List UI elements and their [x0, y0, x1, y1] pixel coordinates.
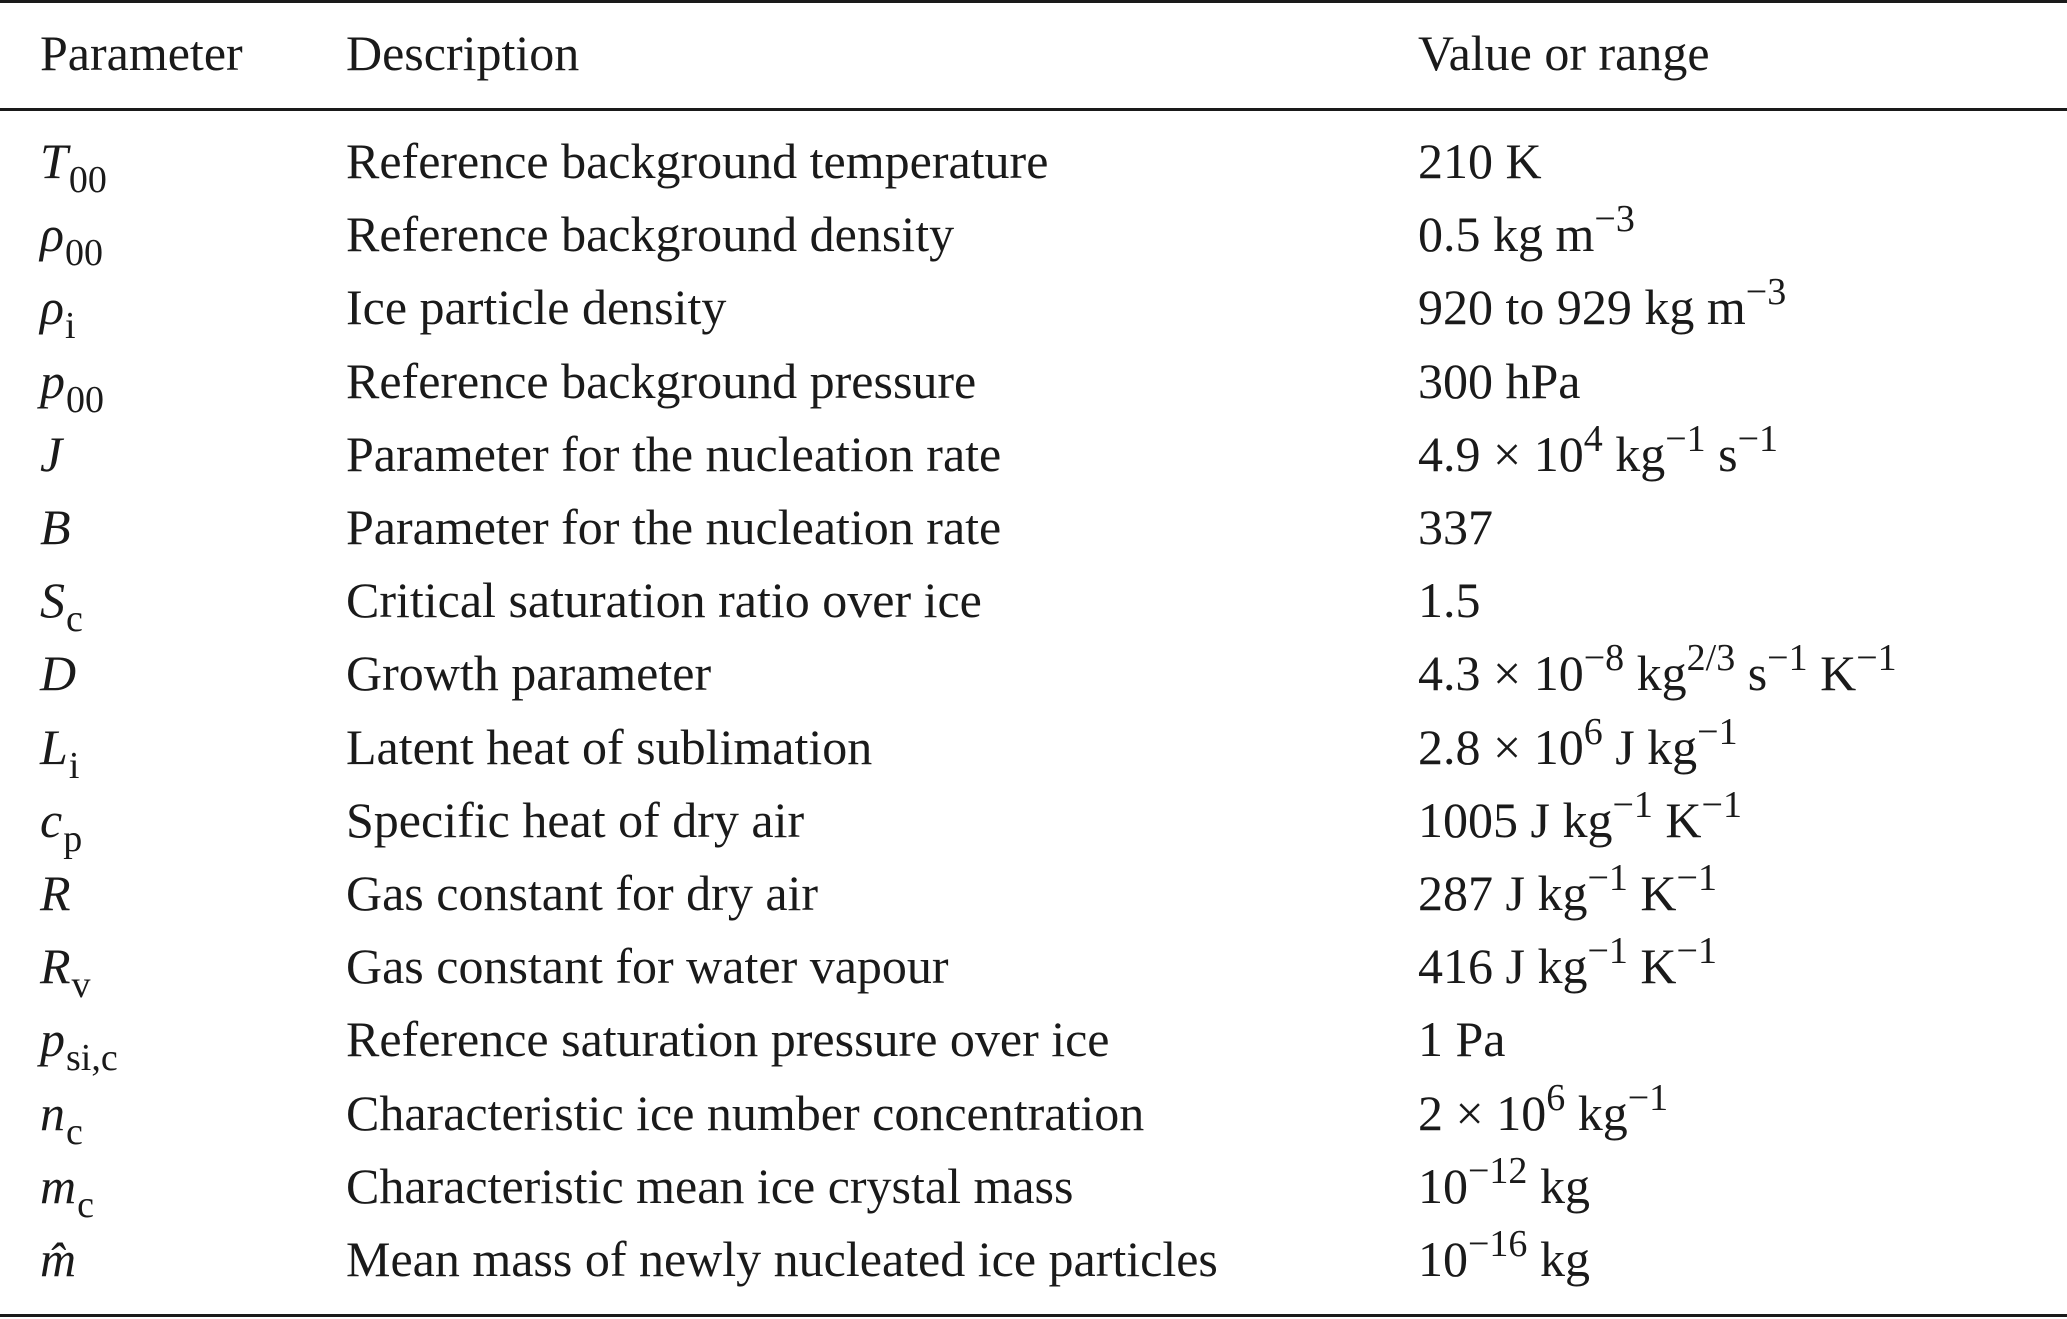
header-rule — [0, 108, 2067, 111]
header-description: Description — [346, 25, 580, 81]
parameter-subscript: c — [77, 1184, 94, 1226]
table-row-value — [1418, 1011, 1506, 1067]
value-text: 416 J kg — [1418, 938, 1588, 994]
parameter-symbol: J — [40, 426, 63, 482]
table-row-value — [1418, 930, 1717, 994]
table-row-description: Parameter for the nucleation rate — [346, 499, 1002, 555]
table-row-description: Gas constant for dry air — [346, 865, 819, 921]
table-row-parameter — [40, 279, 76, 347]
value-exponent: −1 — [1856, 637, 1897, 679]
value-exponent: 2/3 — [1686, 637, 1736, 679]
value-exponent: −1 — [1676, 857, 1717, 899]
value-exponent: −1 — [1665, 418, 1706, 460]
table-row-parameter — [40, 133, 107, 201]
value-text: kg — [1602, 426, 1666, 482]
table-row-parameter — [40, 426, 63, 482]
parameter-subscript: 00 — [66, 379, 104, 421]
table-row-value — [1418, 572, 1481, 628]
value-text: 10 — [1418, 1231, 1468, 1287]
table-row-description: Characteristic mean ice crystal mass — [346, 1158, 1074, 1214]
table-row-description: Reference background pressure — [346, 353, 977, 409]
table-row-value — [1418, 198, 1635, 262]
table-row-value — [1418, 711, 1738, 775]
value-exponent: 6 — [1546, 1077, 1566, 1119]
table-row-parameter — [40, 719, 80, 787]
value-text: kg — [1565, 1085, 1628, 1141]
table-row-parameter — [40, 499, 71, 555]
value-exponent: −1 — [1587, 857, 1628, 899]
table-row-description: Parameter for the nucleation rate — [346, 426, 1002, 482]
table-row-parameter — [40, 865, 71, 921]
parameter-symbol: S — [40, 572, 65, 628]
table-row-value — [1418, 1150, 1590, 1214]
parameter-symbol: L — [40, 719, 68, 775]
parameter-subscript: c — [66, 598, 83, 640]
value-text: K — [1627, 938, 1677, 994]
table-row-value — [1418, 271, 1787, 335]
parameter-subscript: c — [66, 1111, 83, 1153]
value-exponent: −1 — [1676, 930, 1717, 972]
parameter-symbol: R — [40, 865, 71, 921]
table-row-description: Growth parameter — [346, 645, 712, 701]
table-row-description: Mean mass of newly nucleated ice particles — [346, 1231, 1218, 1287]
value-text: 4.9 × 10 — [1418, 426, 1584, 482]
value-text: s — [1735, 645, 1768, 701]
value-text: 0.5 kg m — [1418, 206, 1595, 262]
value-text: 2.8 × 10 — [1418, 719, 1584, 775]
table-row-description: Ice particle density — [346, 279, 727, 335]
value-text: 287 J kg — [1418, 865, 1588, 921]
header-parameter: Parameter — [40, 25, 243, 81]
table-row-value — [1418, 133, 1542, 189]
table-row-parameter — [40, 1158, 94, 1226]
header-value: Value or range — [1418, 25, 1710, 81]
value-exponent: 6 — [1583, 711, 1603, 753]
parameter-symbol: R — [40, 938, 71, 994]
parameter-symbol: ρ — [40, 279, 64, 335]
table-row-description: Critical saturation ratio over ice — [346, 572, 982, 628]
value-exponent: −1 — [1701, 784, 1742, 826]
value-exponent: −1 — [1697, 711, 1738, 753]
parameter-symbol: m — [40, 1158, 77, 1214]
parameter-symbol: B — [40, 499, 71, 555]
value-exponent: −1 — [1627, 1077, 1669, 1119]
value-exponent: −1 — [1737, 418, 1779, 460]
table-row-value — [1418, 784, 1742, 848]
top-rule — [0, 0, 2067, 3]
table-row-value — [1418, 418, 1779, 482]
table-row-description: Gas constant for water vapour — [346, 938, 949, 994]
value-text: 10 — [1418, 1158, 1468, 1214]
table-row-description: Reference background density — [346, 206, 955, 262]
value-exponent: −1 — [1767, 637, 1808, 679]
value-text: 337 — [1418, 499, 1493, 555]
parameter-symbol: p — [40, 1011, 65, 1067]
parameter-symbol: ρ — [40, 206, 64, 262]
table-row-parameter — [40, 206, 103, 274]
value-exponent: −1 — [1612, 784, 1653, 826]
value-text: kg — [1527, 1231, 1590, 1287]
table-row-description: Specific heat of dry air — [346, 792, 805, 848]
table-row-value — [1418, 499, 1493, 555]
table-row-parameter — [40, 792, 83, 860]
value-exponent: 4 — [1583, 418, 1603, 460]
table-row-value — [1418, 637, 1897, 701]
parameter-subscript: 00 — [68, 159, 107, 201]
value-text: 920 to 929 kg m — [1418, 279, 1746, 335]
parameter-symbol: c — [40, 792, 63, 848]
table-row-description: Reference saturation pressure over ice — [346, 1011, 1110, 1067]
value-text: 1005 J kg — [1418, 792, 1613, 848]
table-row-parameter — [40, 645, 77, 701]
table-row-description: Reference background temperature — [346, 133, 1049, 189]
value-text: K — [1627, 865, 1677, 921]
parameter-symbol: n — [40, 1085, 65, 1141]
value-text: 2 × 10 — [1418, 1085, 1547, 1141]
value-exponent: −12 — [1468, 1150, 1528, 1192]
table-row-parameter — [40, 1085, 83, 1153]
value-text: 1.5 — [1418, 572, 1481, 628]
value-exponent: −1 — [1587, 930, 1628, 972]
value-exponent: −3 — [1594, 198, 1635, 240]
value-text: J kg — [1602, 719, 1698, 775]
value-text: K — [1652, 792, 1702, 848]
parameter-symbol: T — [40, 133, 68, 189]
parameter-symbol: p — [40, 353, 65, 409]
value-exponent: −16 — [1468, 1223, 1528, 1265]
table-row-parameter — [40, 1231, 77, 1287]
value-exponent: −3 — [1745, 271, 1787, 313]
table-row-parameter — [40, 572, 83, 640]
value-text: 4.3 × 10 — [1418, 645, 1584, 701]
table-row-parameter — [40, 1011, 118, 1079]
parameter-subscript: 00 — [65, 232, 103, 274]
parameter-subscript: p — [63, 818, 83, 860]
value-text: 300 hPa — [1418, 353, 1581, 409]
bottom-rule — [0, 1314, 2067, 1317]
table-row-value — [1418, 857, 1717, 921]
table-row-value — [1418, 1077, 1669, 1141]
value-text: 210 K — [1418, 133, 1542, 189]
table-row-parameter — [40, 353, 104, 421]
parameter-subscript: si,c — [66, 1037, 118, 1079]
value-exponent: −8 — [1583, 637, 1625, 679]
parameter-subscript: i — [68, 745, 80, 787]
table-row-parameter — [40, 938, 91, 1006]
table-row-value — [1418, 1223, 1590, 1287]
parameter-symbol: m̂ — [40, 1231, 77, 1287]
value-text: kg — [1624, 645, 1687, 701]
parameter-symbol: D — [40, 645, 77, 701]
table-row-description: Characteristic ice number concentration — [346, 1085, 1145, 1141]
table-row-value — [1418, 353, 1581, 409]
value-text: kg — [1527, 1158, 1590, 1214]
parameter-subscript: i — [65, 305, 76, 347]
value-text: s — [1705, 426, 1738, 482]
value-text: K — [1807, 645, 1857, 701]
table-row-description: Latent heat of sublimation — [346, 719, 873, 775]
parameter-subscript: v — [71, 964, 91, 1006]
value-text: 1 Pa — [1418, 1011, 1506, 1067]
